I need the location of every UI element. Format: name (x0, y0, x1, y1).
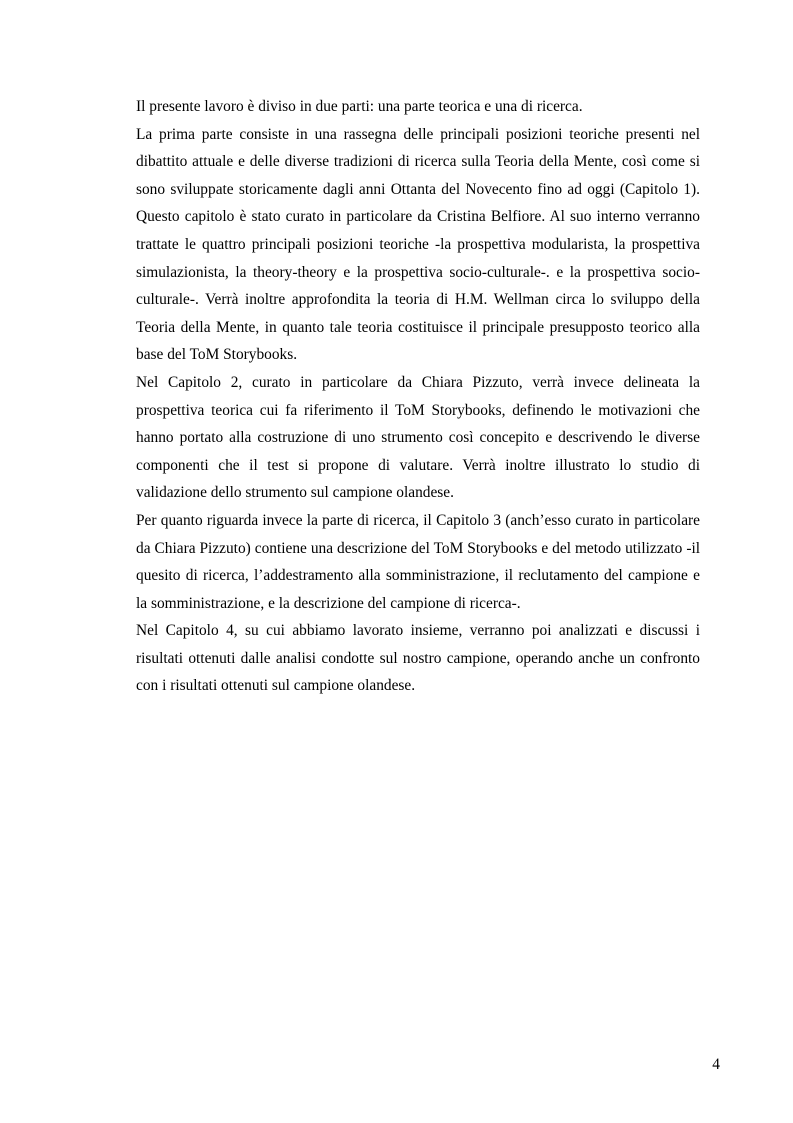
body-text (136, 93, 700, 700)
paragraph-part-one: La prima parte consiste in una rassegna delle principali posizioni teoriche presenti nel dibattito attuale e delle diverse tradizioni di ricerca sulla Teoria della Mente, così come si sono sviluppate storicamente dagli anni Ottanta del Novecento fino ad oggi (Capitolo 1). Questo capitolo è stato curato in particolare da Cristina Belfiore. Al suo interno verranno trattate le quattro principali posizioni teoriche -la prospettiva modularista, la prospettiva simulazionista, la theory-theory e la prospettiva socio-culturale-. e la prospettiva socio-culturale-. Verrà inoltre approfondita la teoria di H.M. Wellman circa lo sviluppo della Teoria della Mente, in quanto tale teoria costituisce il principale presupposto teorico alla base del ToM Storybooks. (136, 125, 700, 364)
paragraph-chapter-four: Nel Capitolo 4, su cui abbiamo lavorato insieme, verranno poi analizzati e discussi i risultati ottenuti dalle analisi condotte sul nostro campione, operando anche un confronto con i risultati ottenuti sul campione olandese. (136, 622, 700, 695)
page-number: 4 (712, 1056, 720, 1073)
paragraph-chapter-two: Nel Capitolo 2, curato in particolare da Chiara Pizzuto, verrà invece delineata la prospettiva teorica cui fa riferimento il ToM Storybooks, definendo le motivazioni che hanno portato alla costruzione di uno strumento così concepito e descrivendo le diverse componenti che il test si propone di valutare. Verrà inoltre illustrato lo studio di validazione dello strumento sul campione olandese. (136, 373, 700, 502)
paragraph-intro: Il presente lavoro è diviso in due parti: una parte teorica e una di ricerca. (136, 98, 583, 115)
paragraph-chapter-three: Per quanto riguarda invece la parte di ricerca, il Capitolo 3 (anch’esso curato in particolare da Chiara Pizzuto) contiene una descrizione del ToM Storybooks e del metodo utilizzato -il quesito di ricerca, l’addestramento alla somministrazione, il reclutamento del campione e la somministrazione, e la descrizione del campione di ricerca-. (136, 511, 700, 612)
